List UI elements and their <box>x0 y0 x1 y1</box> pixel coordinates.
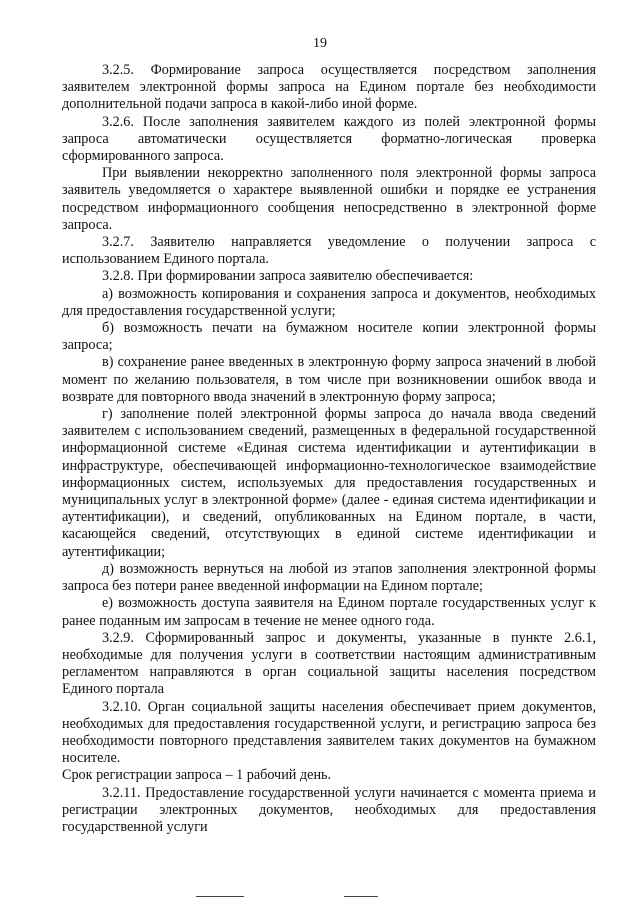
paragraph-3-2-9: 3.2.9. Сформированный запрос и документы, указанные в пункте 2.6.1, необходимые для получения услуги в соответствии настоящим административным регламентом направляются в орган социальной защиты населения посредством Единого портала <box>62 629 596 698</box>
scan-mark-left <box>196 896 244 897</box>
list-item-e: е) возможность доступа заявителя на Едином портале государственных услуг к ранее поданным им запросам в течение не менее одного года. <box>62 595 596 629</box>
paragraph-3-2-8: 3.2.8. При формировании запроса заявителю обеспечивается: <box>102 268 474 285</box>
document-body <box>62 62 596 836</box>
paragraph-3-2-10: 3.2.10. Орган социальной защиты населения обеспечивает прием документов, необходимых для предоставления государственной услуги, и регистрацию запроса без необходимости повторного представления заявителем таких документов на бумажном носителе. <box>62 698 596 767</box>
scan-mark-right <box>344 896 378 897</box>
list-item-d: д) возможность вернуться на любой из этапов заполнения электронной формы запроса без потери ранее введенной информации на Едином портале; <box>62 560 596 595</box>
page-number: 19 <box>313 36 327 51</box>
paragraph-3-2-6: 3.2.6. После заполнения заявителем каждого из полей электронной формы запроса автоматически осуществляется форматно-логическая проверка сформированного запроса. <box>62 113 596 165</box>
list-item-a: а) возможность копирования и сохранения запроса и документов, необходимых для предоставления государственной услуги; <box>62 285 596 319</box>
paragraph-error-notice: При выявлении некорректно заполненного поля электронной формы запроса заявитель уведомляется о характере выявленной ошибки и порядке ее устранения посредством информационного сообщения непосредственно в электронной форме запроса. <box>62 165 596 233</box>
list-item-b: б) возможность печати на бумажном носителе копии электронной формы запроса; <box>62 320 596 354</box>
footer-scan-marks <box>0 896 640 900</box>
paragraph-3-2-5: 3.2.5. Формирование запроса осуществляется посредством заполнения заявителем электронной формы запроса на Едином портале без необходимости дополнительной подачи запроса в какой-либо иной форме. <box>62 62 596 113</box>
paragraph-3-2-7: 3.2.7. Заявителю направляется уведомление о получении запроса с использованием Единого портала. <box>62 234 596 268</box>
list-item-v: в) сохранение ранее введенных в электронную форму запроса значений в любой момент по желанию пользователя, в том числе при возникновении ошибок ввода и возврате для повторного ввода значений в электронную форму запроса; <box>62 354 596 405</box>
paragraph-registration-term: Срок регистрации запроса – 1 рабочий день. <box>62 767 332 784</box>
paragraph-3-2-11: 3.2.11. Предоставление государственной услуги начинается с момента приема и регистрации электронных документов, необходимых для предоставления государственной услуги <box>62 784 596 835</box>
list-item-g: г) заполнение полей электронной формы запроса до начала ввода сведений заявителем с использованием сведений, размещенных в федеральной государственной информационной системе «Единая система идентификации и аутентификации в инфраструктуре, обеспечивающей информационно-технологическое взаимодействие информационных систем, используемых для предоставления государственных и муниципальных услуг в электронной форме» (далее - единая система идентификации и аутентификации), и сведений, опубликованных на Едином портале, в части, касающейся сведений, отсутствующих в единой системе идентификации и аутентификации; <box>62 406 596 560</box>
